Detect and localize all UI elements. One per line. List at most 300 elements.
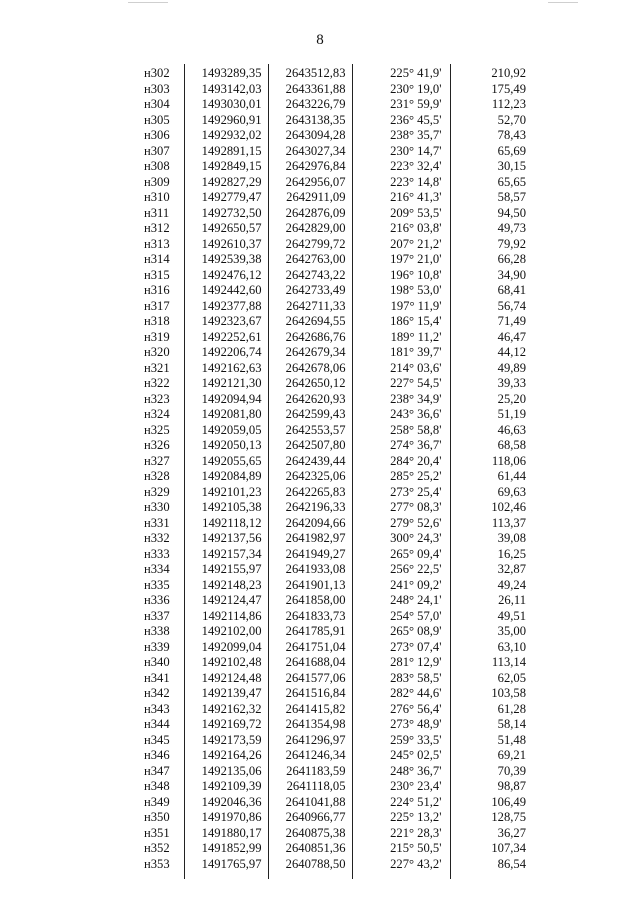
- table-row: [112, 454, 548, 470]
- segment-length-cell: 61,28: [450, 702, 548, 718]
- y-coordinate-cell: 2641858,00: [268, 593, 352, 609]
- direction-angle-cell: 225° 13,2': [352, 810, 450, 826]
- table-row: [112, 144, 548, 160]
- y-coordinate-cell: 2642686,76: [268, 330, 352, 346]
- segment-length-cell: 69,63: [450, 485, 548, 501]
- table-row: [112, 175, 548, 191]
- top-rule-right: [548, 2, 578, 3]
- direction-angle-cell: 224° 51,2': [352, 795, 450, 811]
- point-id-cell: н337: [112, 609, 184, 625]
- table-row: [112, 640, 548, 656]
- segment-length-cell: 113,37: [450, 516, 548, 532]
- y-coordinate-cell: 2642650,12: [268, 376, 352, 392]
- table-row: [112, 190, 548, 206]
- x-coordinate-cell: 1492323,67: [184, 314, 268, 330]
- direction-angle-cell: 248° 24,1': [352, 593, 450, 609]
- table-row: [112, 531, 548, 547]
- segment-length-cell: 69,21: [450, 748, 548, 764]
- y-coordinate-cell: 2641415,82: [268, 702, 352, 718]
- x-coordinate-cell: 1491852,99: [184, 841, 268, 857]
- top-rule-left: [128, 2, 168, 3]
- x-coordinate-cell: 1493030,01: [184, 97, 268, 113]
- direction-angle-cell: 300° 24,3': [352, 531, 450, 547]
- point-id-cell: н347: [112, 764, 184, 780]
- x-coordinate-cell: 1492059,05: [184, 423, 268, 439]
- point-id-cell: н303: [112, 82, 184, 98]
- x-coordinate-cell: 1492102,00: [184, 624, 268, 640]
- table-row: [112, 733, 548, 749]
- y-coordinate-cell: 2641688,04: [268, 655, 352, 671]
- direction-angle-cell: 196° 10,8': [352, 268, 450, 284]
- segment-length-cell: 51,48: [450, 733, 548, 749]
- segment-length-cell: 103,58: [450, 686, 548, 702]
- segment-length-cell: 113,14: [450, 655, 548, 671]
- y-coordinate-cell: 2640788,50: [268, 857, 352, 879]
- point-id-cell: н325: [112, 423, 184, 439]
- point-id-cell: н311: [112, 206, 184, 222]
- segment-length-cell: 118,06: [450, 454, 548, 470]
- direction-angle-cell: 282° 44,6': [352, 686, 450, 702]
- table-row: [112, 702, 548, 718]
- y-coordinate-cell: 2642976,84: [268, 159, 352, 175]
- y-coordinate-cell: 2642911,09: [268, 190, 352, 206]
- direction-angle-cell: 197° 21,0': [352, 252, 450, 268]
- point-id-cell: н307: [112, 144, 184, 160]
- x-coordinate-cell: 1492442,60: [184, 283, 268, 299]
- x-coordinate-cell: 1492539,38: [184, 252, 268, 268]
- point-id-cell: н352: [112, 841, 184, 857]
- point-id-cell: н344: [112, 717, 184, 733]
- table-row: [112, 283, 548, 299]
- direction-angle-cell: 186° 15,4': [352, 314, 450, 330]
- direction-angle-cell: 285° 25,2': [352, 469, 450, 485]
- point-id-cell: н309: [112, 175, 184, 191]
- point-id-cell: н310: [112, 190, 184, 206]
- x-coordinate-cell: 1492102,48: [184, 655, 268, 671]
- table-row: [112, 686, 548, 702]
- y-coordinate-cell: 2642265,83: [268, 485, 352, 501]
- point-id-cell: н314: [112, 252, 184, 268]
- segment-length-cell: 94,50: [450, 206, 548, 222]
- point-id-cell: н315: [112, 268, 184, 284]
- segment-length-cell: 44,12: [450, 345, 548, 361]
- direction-angle-cell: 236° 45,5': [352, 113, 450, 129]
- y-coordinate-cell: 2641751,04: [268, 640, 352, 656]
- segment-length-cell: 35,00: [450, 624, 548, 640]
- coordinates-table: [112, 64, 548, 879]
- segment-length-cell: 65,65: [450, 175, 548, 191]
- segment-length-cell: 36,27: [450, 826, 548, 842]
- table-row: [112, 841, 548, 857]
- direction-angle-cell: 256° 22,5': [352, 562, 450, 578]
- table-row: [112, 562, 548, 578]
- table-row: [112, 159, 548, 175]
- y-coordinate-cell: 2642711,33: [268, 299, 352, 315]
- direction-angle-cell: 215° 50,5': [352, 841, 450, 857]
- direction-angle-cell: 259° 33,5': [352, 733, 450, 749]
- point-id-cell: н336: [112, 593, 184, 609]
- x-coordinate-cell: 1492732,50: [184, 206, 268, 222]
- y-coordinate-cell: 2641982,97: [268, 531, 352, 547]
- point-id-cell: н318: [112, 314, 184, 330]
- y-coordinate-cell: 2642094,66: [268, 516, 352, 532]
- y-coordinate-cell: 2643138,35: [268, 113, 352, 129]
- direction-angle-cell: 207° 21,2': [352, 237, 450, 253]
- y-coordinate-cell: 2641785,91: [268, 624, 352, 640]
- direction-angle-cell: 227° 54,5': [352, 376, 450, 392]
- x-coordinate-cell: 1492476,12: [184, 268, 268, 284]
- x-coordinate-cell: 1492094,94: [184, 392, 268, 408]
- x-coordinate-cell: 1492252,61: [184, 330, 268, 346]
- direction-angle-cell: 273° 07,4': [352, 640, 450, 656]
- segment-length-cell: 79,92: [450, 237, 548, 253]
- direction-angle-cell: 254° 57,0': [352, 609, 450, 625]
- table-row: [112, 748, 548, 764]
- table-row: [112, 717, 548, 733]
- table-row: [112, 500, 548, 516]
- x-coordinate-cell: 1492173,59: [184, 733, 268, 749]
- point-id-cell: н320: [112, 345, 184, 361]
- direction-angle-cell: 225° 41,9': [352, 64, 450, 82]
- point-id-cell: н316: [112, 283, 184, 299]
- table-row: [112, 299, 548, 315]
- x-coordinate-cell: 1492101,23: [184, 485, 268, 501]
- y-coordinate-cell: 2642829,00: [268, 221, 352, 237]
- direction-angle-cell: 241° 09,2': [352, 578, 450, 594]
- table-row: [112, 407, 548, 423]
- x-coordinate-cell: 1492891,15: [184, 144, 268, 160]
- point-id-cell: н327: [112, 454, 184, 470]
- y-coordinate-cell: 2642620,93: [268, 392, 352, 408]
- y-coordinate-cell: 2642599,43: [268, 407, 352, 423]
- direction-angle-cell: 277° 08,3': [352, 500, 450, 516]
- table-row: [112, 64, 548, 82]
- x-coordinate-cell: 1493142,03: [184, 82, 268, 98]
- table-row: [112, 810, 548, 826]
- segment-length-cell: 71,49: [450, 314, 548, 330]
- table-row: [112, 655, 548, 671]
- direction-angle-cell: 243° 36,6': [352, 407, 450, 423]
- point-id-cell: н308: [112, 159, 184, 175]
- table-row: [112, 671, 548, 687]
- x-coordinate-cell: 1492084,89: [184, 469, 268, 485]
- point-id-cell: н338: [112, 624, 184, 640]
- direction-angle-cell: 209° 53,5': [352, 206, 450, 222]
- y-coordinate-cell: 2642876,09: [268, 206, 352, 222]
- segment-length-cell: 34,90: [450, 268, 548, 284]
- direction-angle-cell: 189° 11,2': [352, 330, 450, 346]
- segment-length-cell: 66,28: [450, 252, 548, 268]
- y-coordinate-cell: 2641246,34: [268, 748, 352, 764]
- segment-length-cell: 39,33: [450, 376, 548, 392]
- x-coordinate-cell: 1492162,63: [184, 361, 268, 377]
- y-coordinate-cell: 2642763,00: [268, 252, 352, 268]
- x-coordinate-cell: 1492849,15: [184, 159, 268, 175]
- x-coordinate-cell: 1492114,86: [184, 609, 268, 625]
- table-row: [112, 330, 548, 346]
- segment-length-cell: 30,15: [450, 159, 548, 175]
- table-row: [112, 361, 548, 377]
- y-coordinate-cell: 2642439,44: [268, 454, 352, 470]
- point-id-cell: н335: [112, 578, 184, 594]
- table-row: [112, 345, 548, 361]
- table-row: [112, 795, 548, 811]
- segment-length-cell: 63,10: [450, 640, 548, 656]
- point-id-cell: н353: [112, 857, 184, 879]
- table-row: [112, 221, 548, 237]
- y-coordinate-cell: 2641949,27: [268, 547, 352, 563]
- x-coordinate-cell: 1492169,72: [184, 717, 268, 733]
- x-coordinate-cell: 1492164,26: [184, 748, 268, 764]
- point-id-cell: н326: [112, 438, 184, 454]
- x-coordinate-cell: 1492124,48: [184, 671, 268, 687]
- direction-angle-cell: 227° 43,2': [352, 857, 450, 879]
- x-coordinate-cell: 1492046,36: [184, 795, 268, 811]
- direction-angle-cell: 230° 23,4': [352, 779, 450, 795]
- y-coordinate-cell: 2643226,79: [268, 97, 352, 113]
- x-coordinate-cell: 1492610,37: [184, 237, 268, 253]
- table-row: [112, 423, 548, 439]
- point-id-cell: н349: [112, 795, 184, 811]
- y-coordinate-cell: 2642956,07: [268, 175, 352, 191]
- segment-length-cell: 68,41: [450, 283, 548, 299]
- x-coordinate-cell: 1492124,47: [184, 593, 268, 609]
- x-coordinate-cell: 1492135,06: [184, 764, 268, 780]
- y-coordinate-cell: 2642799,72: [268, 237, 352, 253]
- y-coordinate-cell: 2643512,83: [268, 64, 352, 82]
- segment-length-cell: 68,58: [450, 438, 548, 454]
- direction-angle-cell: 216° 03,8': [352, 221, 450, 237]
- point-id-cell: н329: [112, 485, 184, 501]
- y-coordinate-cell: 2641041,88: [268, 795, 352, 811]
- table-row: [112, 624, 548, 640]
- point-id-cell: н351: [112, 826, 184, 842]
- point-id-cell: н330: [112, 500, 184, 516]
- x-coordinate-cell: 1491970,86: [184, 810, 268, 826]
- table-row: [112, 113, 548, 129]
- coordinates-table-body: [112, 64, 548, 879]
- direction-angle-cell: 238° 34,9': [352, 392, 450, 408]
- segment-length-cell: 58,14: [450, 717, 548, 733]
- y-coordinate-cell: 2642678,06: [268, 361, 352, 377]
- point-id-cell: н313: [112, 237, 184, 253]
- segment-length-cell: 61,44: [450, 469, 548, 485]
- x-coordinate-cell: 1492050,13: [184, 438, 268, 454]
- x-coordinate-cell: 1492121,30: [184, 376, 268, 392]
- x-coordinate-cell: 1492206,74: [184, 345, 268, 361]
- y-coordinate-cell: 2641577,06: [268, 671, 352, 687]
- direction-angle-cell: 223° 32,4': [352, 159, 450, 175]
- point-id-cell: н306: [112, 128, 184, 144]
- point-id-cell: н321: [112, 361, 184, 377]
- y-coordinate-cell: 2642507,80: [268, 438, 352, 454]
- segment-length-cell: 49,51: [450, 609, 548, 625]
- table-row: [112, 779, 548, 795]
- segment-length-cell: 49,89: [450, 361, 548, 377]
- segment-length-cell: 78,43: [450, 128, 548, 144]
- point-id-cell: н339: [112, 640, 184, 656]
- direction-angle-cell: 238° 35,7': [352, 128, 450, 144]
- point-id-cell: н324: [112, 407, 184, 423]
- point-id-cell: н350: [112, 810, 184, 826]
- segment-length-cell: 102,46: [450, 500, 548, 516]
- y-coordinate-cell: 2640875,38: [268, 826, 352, 842]
- direction-angle-cell: 248° 36,7': [352, 764, 450, 780]
- y-coordinate-cell: 2641833,73: [268, 609, 352, 625]
- y-coordinate-cell: 2641118,05: [268, 779, 352, 795]
- point-id-cell: н312: [112, 221, 184, 237]
- table-row: [112, 252, 548, 268]
- table-row: [112, 469, 548, 485]
- point-id-cell: н304: [112, 97, 184, 113]
- point-id-cell: н341: [112, 671, 184, 687]
- segment-length-cell: 49,73: [450, 221, 548, 237]
- y-coordinate-cell: 2642553,57: [268, 423, 352, 439]
- table-row: [112, 97, 548, 113]
- x-coordinate-cell: 1492960,91: [184, 113, 268, 129]
- table-row: [112, 826, 548, 842]
- direction-angle-cell: 221° 28,3': [352, 826, 450, 842]
- table-row: [112, 485, 548, 501]
- direction-angle-cell: 223° 14,8': [352, 175, 450, 191]
- segment-length-cell: 46,63: [450, 423, 548, 439]
- x-coordinate-cell: 1492932,02: [184, 128, 268, 144]
- y-coordinate-cell: 2642679,34: [268, 345, 352, 361]
- y-coordinate-cell: 2643094,28: [268, 128, 352, 144]
- point-id-cell: н348: [112, 779, 184, 795]
- x-coordinate-cell: 1492377,88: [184, 299, 268, 315]
- x-coordinate-cell: 1492055,65: [184, 454, 268, 470]
- segment-length-cell: 86,54: [450, 857, 548, 879]
- x-coordinate-cell: 1492105,38: [184, 500, 268, 516]
- table-row: [112, 82, 548, 98]
- segment-length-cell: 16,25: [450, 547, 548, 563]
- table-row: [112, 237, 548, 253]
- table-row: [112, 593, 548, 609]
- segment-length-cell: 98,87: [450, 779, 548, 795]
- table-row: [112, 376, 548, 392]
- x-coordinate-cell: 1492139,47: [184, 686, 268, 702]
- direction-angle-cell: 279° 52,6': [352, 516, 450, 532]
- x-coordinate-cell: 1492109,39: [184, 779, 268, 795]
- direction-angle-cell: 258° 58,8': [352, 423, 450, 439]
- direction-angle-cell: 181° 39,7': [352, 345, 450, 361]
- direction-angle-cell: 284° 20,4': [352, 454, 450, 470]
- y-coordinate-cell: 2640966,77: [268, 810, 352, 826]
- table-row: [112, 392, 548, 408]
- direction-angle-cell: 216° 41,3': [352, 190, 450, 206]
- y-coordinate-cell: 2641901,13: [268, 578, 352, 594]
- direction-angle-cell: 274° 36,7': [352, 438, 450, 454]
- table-row: [112, 578, 548, 594]
- y-coordinate-cell: 2643027,34: [268, 144, 352, 160]
- segment-length-cell: 65,69: [450, 144, 548, 160]
- y-coordinate-cell: 2642694,55: [268, 314, 352, 330]
- segment-length-cell: 52,70: [450, 113, 548, 129]
- x-coordinate-cell: 1491765,97: [184, 857, 268, 879]
- point-id-cell: н328: [112, 469, 184, 485]
- segment-length-cell: 26,11: [450, 593, 548, 609]
- point-id-cell: н334: [112, 562, 184, 578]
- direction-angle-cell: 230° 19,0': [352, 82, 450, 98]
- table-row: [112, 764, 548, 780]
- x-coordinate-cell: 1491880,17: [184, 826, 268, 842]
- table-row: [112, 268, 548, 284]
- point-id-cell: н332: [112, 531, 184, 547]
- direction-angle-cell: 273° 48,9': [352, 717, 450, 733]
- y-coordinate-cell: 2641933,08: [268, 562, 352, 578]
- x-coordinate-cell: 1492099,04: [184, 640, 268, 656]
- y-coordinate-cell: 2642743,22: [268, 268, 352, 284]
- point-id-cell: н343: [112, 702, 184, 718]
- x-coordinate-cell: 1492779,47: [184, 190, 268, 206]
- segment-length-cell: 210,92: [450, 64, 548, 82]
- table-row: [112, 314, 548, 330]
- y-coordinate-cell: 2642196,33: [268, 500, 352, 516]
- x-coordinate-cell: 1492148,23: [184, 578, 268, 594]
- point-id-cell: н322: [112, 376, 184, 392]
- point-id-cell: н323: [112, 392, 184, 408]
- table-row: [112, 128, 548, 144]
- y-coordinate-cell: 2641516,84: [268, 686, 352, 702]
- y-coordinate-cell: 2641296,97: [268, 733, 352, 749]
- direction-angle-cell: 273° 25,4': [352, 485, 450, 501]
- segment-length-cell: 175,49: [450, 82, 548, 98]
- segment-length-cell: 107,34: [450, 841, 548, 857]
- x-coordinate-cell: 1492137,56: [184, 531, 268, 547]
- table-row: [112, 609, 548, 625]
- page-number: 8: [316, 32, 324, 48]
- x-coordinate-cell: 1492118,12: [184, 516, 268, 532]
- x-coordinate-cell: 1492162,32: [184, 702, 268, 718]
- point-id-cell: н345: [112, 733, 184, 749]
- x-coordinate-cell: 1492081,80: [184, 407, 268, 423]
- segment-length-cell: 51,19: [450, 407, 548, 423]
- direction-angle-cell: 231° 59,9': [352, 97, 450, 113]
- direction-angle-cell: 276° 56,4': [352, 702, 450, 718]
- segment-length-cell: 70,39: [450, 764, 548, 780]
- segment-length-cell: 49,24: [450, 578, 548, 594]
- direction-angle-cell: 281° 12,9': [352, 655, 450, 671]
- point-id-cell: н342: [112, 686, 184, 702]
- x-coordinate-cell: 1492157,34: [184, 547, 268, 563]
- segment-length-cell: 46,47: [450, 330, 548, 346]
- x-coordinate-cell: 1493289,35: [184, 64, 268, 82]
- segment-length-cell: 25,20: [450, 392, 548, 408]
- segment-length-cell: 58,57: [450, 190, 548, 206]
- direction-angle-cell: 230° 14,7': [352, 144, 450, 160]
- segment-length-cell: 32,87: [450, 562, 548, 578]
- y-coordinate-cell: 2643361,88: [268, 82, 352, 98]
- segment-length-cell: 106,49: [450, 795, 548, 811]
- direction-angle-cell: 283° 58,5': [352, 671, 450, 687]
- point-id-cell: н331: [112, 516, 184, 532]
- point-id-cell: н305: [112, 113, 184, 129]
- y-coordinate-cell: 2640851,36: [268, 841, 352, 857]
- y-coordinate-cell: 2641183,59: [268, 764, 352, 780]
- direction-angle-cell: 245° 02,5': [352, 748, 450, 764]
- segment-length-cell: 112,23: [450, 97, 548, 113]
- point-id-cell: н319: [112, 330, 184, 346]
- y-coordinate-cell: 2642733,49: [268, 283, 352, 299]
- x-coordinate-cell: 1492155,97: [184, 562, 268, 578]
- table-row: [112, 438, 548, 454]
- table-row: [112, 516, 548, 532]
- segment-length-cell: 128,75: [450, 810, 548, 826]
- point-id-cell: н302: [112, 64, 184, 82]
- direction-angle-cell: 265° 09,4': [352, 547, 450, 563]
- y-coordinate-cell: 2641354,98: [268, 717, 352, 733]
